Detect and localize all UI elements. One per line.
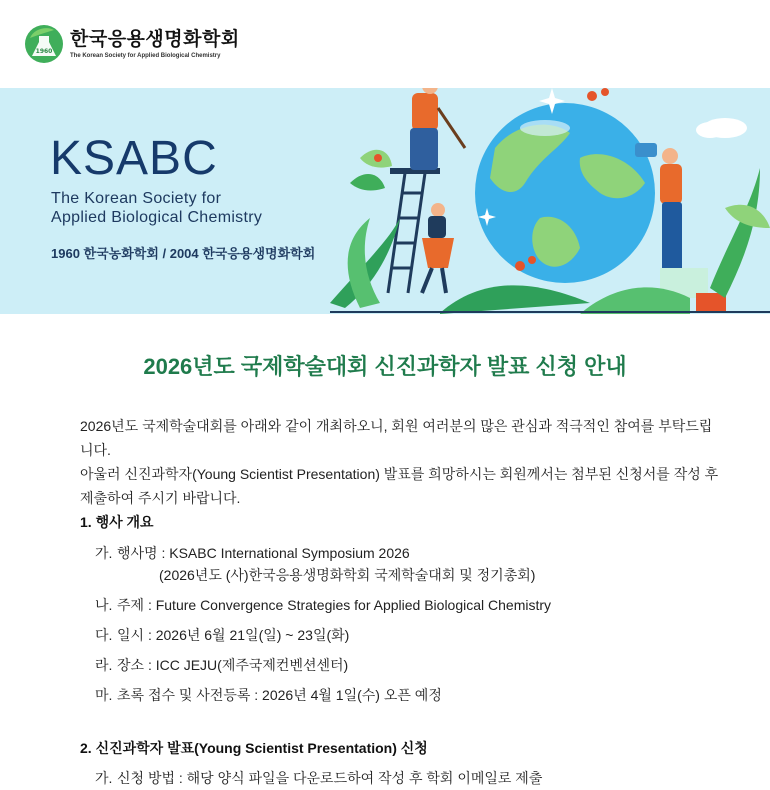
list-item <box>95 655 348 675</box>
list-marker: 마. <box>95 687 113 703</box>
section-young-scientist-heading: 2. 신진과학자 발표(Young Scientist Presentation) 신청 <box>80 740 428 756</box>
list-item <box>95 543 410 563</box>
list-text: 장소 : ICC JEJU(제주국제컨벤션센터) <box>117 657 349 673</box>
intro-line: 2026년도 국제학술대회를 아래와 같이 개최하오니, 회원 여러분의 많은 관심과 적극적인 참여를 부탁드립니다. <box>80 418 713 458</box>
society-logo[interactable] <box>24 22 240 66</box>
list-item <box>95 595 551 615</box>
banner-title: KSABC <box>50 132 218 185</box>
intro-line: 아울러 신진과학자(Young Scientist Presentation) 발표를 희망하시는 회원께서는 첨부된 신청서를 작성 후 <box>80 466 719 482</box>
banner-subtitle-line1: The Korean Society for <box>51 190 222 207</box>
list-marker: 다. <box>95 627 113 643</box>
list-marker: 가. <box>95 545 113 561</box>
list-text: 주제 : Future Convergence Strategies for Applied Biological Chemistry <box>117 597 552 613</box>
list-marker: 나. <box>95 597 113 613</box>
list-marker: 가. <box>95 770 113 786</box>
banner-subtitle-line2: Applied Biological Chemistry <box>51 209 263 226</box>
list-item <box>95 685 442 705</box>
list-text: 일시 : 2026년 6월 21일(일) ~ 23일(화) <box>117 627 350 643</box>
section-event-overview-heading: 1. 행사 개요 <box>80 514 154 530</box>
flask-leaf-icon <box>24 24 64 64</box>
list-text: 초록 접수 및 사전등록 : 2026년 4월 1일(수) 오픈 예정 <box>117 687 442 703</box>
list-text: 신청 방법 : 해당 양식 파일을 다운로드하여 작성 후 학회 이메일로 제출 <box>117 770 543 786</box>
logo-year: 1960 <box>35 48 53 55</box>
hero-banner <box>0 88 770 314</box>
notice-intro <box>80 414 720 510</box>
org-name-english: The Korean Society for Applied Biological Chemistry <box>70 52 221 59</box>
list-item-continuation: (2026년도 (사)한국응용생명화학회 국제학술대회 및 정기총회) <box>159 567 536 583</box>
org-name-korean: 한국응용생명화학회 <box>70 28 240 50</box>
list-item <box>95 768 542 788</box>
banner-history: 1960 한국농화학회 / 2004 한국응용생명화학회 <box>51 246 316 261</box>
earth-illustration <box>330 88 770 314</box>
list-item <box>95 625 349 645</box>
list-marker: 라. <box>95 657 113 673</box>
list-text: 행사명 : KSABC International Symposium 2026 <box>117 545 410 561</box>
notice-title: 2026년도 국제학술대회 신진과학자 발표 신청 안내 <box>143 354 627 379</box>
intro-line: 제출하여 주시기 바랍니다. <box>80 490 241 506</box>
